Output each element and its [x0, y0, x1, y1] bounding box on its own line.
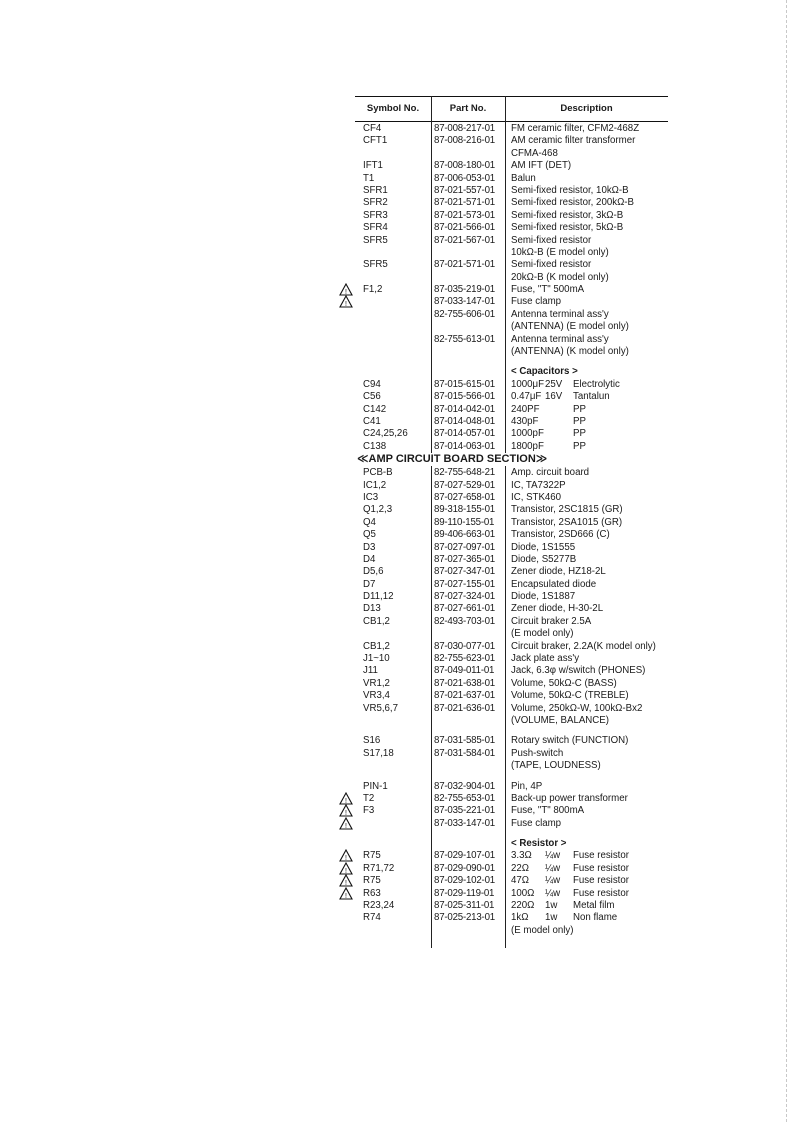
table-row	[355, 379, 668, 391]
part-number-cell: 89-318-155-01	[434, 504, 495, 516]
description-cell: (ANTENNA) (E model only)	[511, 321, 629, 333]
part-number-cell: 87-021-566-01	[434, 222, 495, 234]
part-number-cell: 87-027-529-01	[434, 479, 495, 491]
safety-warning-icon	[339, 283, 353, 296]
rating-text: ¼w	[545, 862, 561, 874]
table-row	[355, 235, 668, 247]
part-number-cell: 89-406-663-01	[434, 529, 495, 541]
description-cell: IC, TA7322P	[511, 479, 566, 491]
table-row	[355, 579, 668, 591]
symbol-cell: PCB-B	[363, 467, 393, 479]
row-spacer	[355, 358, 668, 366]
part-number-cell: 87-025-213-01	[434, 912, 495, 924]
symbol-cell: C41	[363, 415, 381, 427]
safety-warning-icon	[339, 295, 353, 308]
part-number-cell: 87-021-638-01	[434, 677, 495, 689]
part-number-cell: 87-029-119-01	[434, 887, 495, 899]
value-text: 0.47μF	[511, 391, 542, 403]
description-cell: Diode, 1S1887	[511, 591, 576, 603]
part-number-cell: 87-032-904-01	[434, 780, 495, 792]
scan-edge	[786, 0, 787, 1122]
part-number-cell: 87-021-573-01	[434, 209, 495, 221]
table-row	[355, 641, 668, 653]
description-cell: Back-up power transformer	[511, 792, 628, 804]
value-text: 1000pF	[511, 428, 544, 440]
symbol-cell: PIN-1	[363, 780, 388, 792]
description-cell: Push-switch	[511, 747, 564, 759]
part-number-cell: 87-014-057-01	[434, 428, 495, 440]
svg-text:!: !	[345, 810, 347, 818]
safety-warning-icon	[339, 862, 353, 875]
description-cell: Semi-fixed resistor	[511, 259, 592, 271]
description-cell: Circuit braker, 2.2A(K model only)	[511, 640, 656, 652]
description-cell: Semi-fixed resistor	[511, 234, 592, 246]
table-row	[355, 416, 668, 428]
part-number-cell: 87-029-090-01	[434, 862, 495, 874]
svg-text:!: !	[345, 822, 347, 830]
description-cell: (E model only)	[511, 924, 574, 936]
table-row	[355, 272, 668, 284]
symbol-cell: CB1,2	[363, 640, 390, 652]
svg-text:!: !	[345, 797, 347, 805]
description-cell: Fuse, "T" 500mA	[511, 284, 585, 296]
symbol-cell: T2	[363, 792, 375, 804]
svg-text:!: !	[345, 892, 347, 900]
part-number-cell: 87-029-102-01	[434, 875, 495, 887]
table-row	[355, 123, 668, 135]
description-cell: Jack plate ass'y	[511, 653, 580, 665]
part-number-cell: 87-014-048-01	[434, 415, 495, 427]
description-cell	[511, 441, 669, 453]
parts-table	[345, 96, 668, 936]
table-row	[355, 259, 668, 271]
type-text: Fuse resistor	[573, 887, 629, 899]
part-number-cell: 87-015-615-01	[434, 378, 495, 390]
description-cell: Volume, 50kΩ-C (TREBLE)	[511, 690, 629, 702]
table-row	[355, 428, 668, 440]
table-row	[355, 346, 668, 358]
description-cell: Rotary switch (FUNCTION)	[511, 735, 629, 747]
description-cell: Transistor, 2SC1815 (GR)	[511, 504, 623, 516]
part-number-cell: 87-027-658-01	[434, 491, 495, 503]
table-row	[345, 817, 668, 830]
value-text: 1800pF	[511, 440, 544, 452]
part-number-cell: 87-014-063-01	[434, 440, 495, 452]
part-number-cell: 87-035-221-01	[434, 805, 495, 817]
rating-text: 1w	[545, 900, 558, 912]
table-row	[345, 792, 668, 805]
rating-text: ¼w	[545, 875, 561, 887]
part-number-cell: 87-014-042-01	[434, 403, 495, 415]
rating-text: 25V	[545, 378, 563, 390]
description-cell: CFMA-468	[511, 147, 558, 159]
section-heading-row	[355, 453, 668, 467]
symbol-cell: SFR4	[363, 222, 388, 234]
header-rule	[355, 121, 668, 122]
symbol-cell: D5,6	[363, 566, 384, 578]
value-text: 47Ω	[511, 875, 530, 887]
header-description: Description	[560, 103, 613, 114]
table-row	[355, 678, 668, 690]
rating-text: 1w	[545, 912, 558, 924]
part-number-cell: 82-755-613-01	[434, 333, 495, 345]
table-row	[355, 404, 668, 416]
part-number-cell: 87-049-011-01	[434, 665, 495, 677]
symbol-cell: C142	[363, 403, 387, 415]
row-spacer	[355, 727, 668, 735]
safety-warning-icon	[339, 874, 353, 887]
table-row	[355, 334, 668, 346]
safety-warning-icon	[339, 887, 353, 900]
table-row	[355, 566, 668, 578]
description-cell: Fuse, "T" 800mA	[511, 805, 585, 817]
table-row	[355, 760, 668, 772]
table-row	[355, 529, 668, 541]
symbol-cell: F3	[363, 805, 375, 817]
symbol-cell: S17,18	[363, 747, 394, 759]
description-cell: FM ceramic filter, CFM2-468Z	[511, 123, 640, 134]
value-text: 3.3Ω	[511, 850, 532, 862]
symbol-cell: SFR3	[363, 209, 388, 221]
safety-warning-icon	[339, 804, 353, 817]
description-cell: Diode, S5277B	[511, 553, 577, 565]
symbol-cell: SFR2	[363, 197, 388, 209]
symbol-cell: VR5,6,7	[363, 702, 399, 714]
table-row	[355, 247, 668, 259]
part-number-cell: 87-015-566-01	[434, 391, 495, 403]
value-text: 240PF	[511, 403, 540, 415]
description-cell: Semi-fixed resistor, 3kΩ-B	[511, 209, 624, 221]
table-row	[355, 591, 668, 603]
description-cell: Zener diode, H-30-2L	[511, 603, 604, 615]
table-row	[355, 492, 668, 504]
table-row	[355, 222, 668, 234]
part-number-cell: 87-021-571-01	[434, 259, 495, 271]
symbol-cell: R74	[363, 912, 381, 924]
value-text: 22Ω	[511, 862, 530, 874]
table-row	[355, 748, 668, 760]
part-number-cell: 82-755-648-21	[434, 467, 495, 479]
symbol-cell: R63	[363, 887, 381, 899]
description-cell: Semi-fixed resistor, 10kΩ-B	[511, 184, 629, 196]
description-cell	[511, 428, 669, 440]
symbol-cell: S16	[363, 735, 381, 747]
description-cell	[511, 416, 669, 428]
table-row	[355, 735, 668, 747]
symbol-cell: SFR5	[363, 259, 388, 271]
part-number-cell: 87-031-584-01	[434, 747, 495, 759]
row-spacer	[355, 830, 668, 838]
svg-text:!: !	[345, 855, 347, 863]
table-row	[355, 517, 668, 529]
symbol-cell: D3	[363, 541, 376, 553]
table-row	[355, 504, 668, 516]
symbol-cell: T1	[363, 172, 375, 184]
description-cell	[511, 391, 669, 403]
description-cell	[511, 379, 669, 391]
description-cell: Zener diode, HZ18-2L	[511, 566, 606, 578]
rating-text: 16V	[545, 391, 563, 403]
part-number-cell: 87-031-585-01	[434, 735, 495, 747]
description-cell: Diode, 1S1555	[511, 541, 576, 553]
symbol-cell: R75	[363, 850, 381, 862]
symbol-cell: R75	[363, 875, 381, 887]
description-cell: AM IFT (DET)	[511, 160, 572, 172]
description-cell: (E model only)	[511, 628, 574, 640]
subheading-row	[355, 838, 668, 850]
table-row	[345, 887, 668, 900]
description-cell	[511, 850, 669, 862]
safety-warning-icon	[339, 817, 353, 830]
value-text: 1kΩ	[511, 912, 529, 924]
symbol-cell: SFR1	[363, 184, 388, 196]
part-number-cell: 82-755-653-01	[434, 792, 495, 804]
value-text: 1000μF	[511, 378, 545, 390]
part-number-cell: 87-027-155-01	[434, 578, 495, 590]
table-row	[345, 805, 668, 818]
part-number-cell: 82-493-703-01	[434, 615, 495, 627]
safety-warning-icon	[339, 792, 353, 805]
part-number-cell: 87-027-365-01	[434, 553, 495, 565]
description-cell: Semi-fixed resistor, 5kΩ-B	[511, 222, 624, 234]
description-cell: (ANTENNA) (K model only)	[511, 346, 629, 358]
type-text: PP	[573, 403, 586, 415]
symbol-cell: Q1,2,3	[363, 504, 393, 516]
description-cell: Transistor, 2SD666 (C)	[511, 529, 610, 541]
description-cell: Circuit braker 2.5A	[511, 615, 592, 627]
part-number-cell: 87-025-311-01	[434, 900, 495, 912]
table-row	[355, 603, 668, 615]
part-number-cell: 87-021-637-01	[434, 690, 495, 702]
table-body	[345, 123, 668, 937]
part-number-cell: 82-755-623-01	[434, 653, 495, 665]
part-number-cell: 87-021-557-01	[434, 184, 495, 196]
description-cell: Antenna terminal ass'y	[511, 333, 609, 345]
table-row	[355, 703, 668, 715]
description-cell: Jack, 6.3φ w/switch (PHONES)	[511, 665, 646, 677]
description-cell: 20kΩ-B (K model only)	[511, 271, 609, 283]
description-cell: Fuse clamp	[511, 296, 562, 308]
part-number-cell: 87-021-571-01	[434, 197, 495, 209]
part-number-cell: 87-030-077-01	[434, 640, 495, 652]
table-row	[355, 715, 668, 727]
part-number-cell: 87-027-097-01	[434, 541, 495, 553]
description-cell: Balun	[511, 172, 536, 184]
value-text: 100Ω	[511, 887, 535, 899]
symbol-cell: R71,72	[363, 862, 395, 874]
symbol-cell: CB1,2	[363, 615, 390, 627]
description-cell	[511, 404, 669, 416]
row-spacer	[355, 773, 668, 781]
part-number-cell: 82-755-606-01	[434, 308, 495, 320]
symbol-cell: C138	[363, 440, 387, 452]
symbol-cell: R23,24	[363, 900, 395, 912]
table-row	[345, 850, 668, 863]
symbol-cell: C94	[363, 378, 381, 390]
symbol-cell: VR1,2	[363, 677, 390, 689]
table-row	[355, 391, 668, 403]
subheading-row	[355, 366, 668, 378]
description-cell: Amp. circuit board	[511, 467, 590, 479]
symbol-cell: IFT1	[363, 160, 383, 172]
table-row	[355, 900, 668, 912]
header-part: Part No.	[449, 103, 487, 114]
symbol-cell: J11	[363, 665, 378, 677]
table-row	[355, 912, 668, 924]
table-row	[355, 441, 668, 453]
symbol-cell: CFT1	[363, 135, 388, 147]
table-row	[355, 781, 668, 793]
part-number-cell: 87-008-217-01	[434, 123, 495, 134]
symbol-cell: C56	[363, 391, 381, 403]
part-number-cell: 87-008-180-01	[434, 160, 495, 172]
description-cell: IC, STK460	[511, 491, 562, 503]
description-cell: (TAPE, LOUDNESS)	[511, 760, 601, 772]
description-cell: Volume, 250kΩ-W, 100kΩ-Bx2	[511, 702, 643, 714]
table-row	[345, 875, 668, 888]
type-text: Fuse resistor	[573, 862, 629, 874]
symbol-cell: Q4	[363, 516, 376, 528]
table-row	[355, 554, 668, 566]
description-cell: Antenna terminal ass'y	[511, 308, 609, 320]
table-row	[345, 296, 668, 309]
symbol-cell: IC1,2	[363, 479, 387, 491]
description-cell: Fuse clamp	[511, 817, 562, 829]
table-row	[355, 925, 668, 937]
rating-text: ¼w	[545, 850, 561, 862]
type-text: Metal film	[573, 900, 615, 912]
header-symbol: Symbol No.	[366, 103, 420, 114]
type-text: PP	[573, 440, 586, 452]
table-row	[355, 542, 668, 554]
description-cell: (VOLUME, BALANCE)	[511, 714, 609, 726]
rating-text: ¼w	[545, 887, 561, 899]
table-row	[355, 690, 668, 702]
description-cell: Pin, 4P	[511, 780, 543, 792]
table-row	[345, 862, 668, 875]
type-text: Electrolytic	[573, 378, 620, 390]
table-row	[355, 467, 668, 479]
type-text: Fuse resistor	[573, 850, 629, 862]
table-row	[355, 210, 668, 222]
description-cell: 10kΩ-B (E model only)	[511, 246, 609, 258]
table-row	[355, 653, 668, 665]
table-row	[355, 616, 668, 628]
table-row	[355, 321, 668, 333]
safety-warning-icon	[339, 849, 353, 862]
table-row	[355, 185, 668, 197]
svg-text:!: !	[345, 880, 347, 888]
symbol-cell: C24,25,26	[363, 428, 408, 440]
part-number-cell: 87-029-107-01	[434, 850, 495, 862]
part-number-cell: 87-021-567-01	[434, 234, 495, 246]
description-cell	[511, 900, 669, 912]
part-number-cell: 87-027-324-01	[434, 591, 495, 603]
section-heading: ≪AMP CIRCUIT BOARD SECTION≫	[357, 453, 548, 466]
table-row	[355, 665, 668, 677]
subheading: < Capacitors >	[511, 366, 578, 378]
type-text: Tantalun	[573, 391, 610, 403]
description-cell	[511, 888, 669, 900]
part-number-cell: 87-021-636-01	[434, 702, 495, 714]
description-cell: Semi-fixed resistor, 200kΩ-B	[511, 197, 634, 209]
svg-text:!: !	[345, 867, 347, 875]
description-cell: Encapsulated diode	[511, 578, 597, 590]
table-row	[355, 628, 668, 640]
symbol-cell: SFR5	[363, 234, 388, 246]
symbol-cell: F1,2	[363, 284, 383, 296]
part-number-cell: 87-027-661-01	[434, 603, 495, 615]
description-cell	[511, 875, 669, 887]
description-cell: Volume, 50kΩ-C (BASS)	[511, 677, 617, 689]
svg-text:!: !	[345, 289, 347, 297]
symbol-cell: Q5	[363, 529, 376, 541]
symbol-cell: D13	[363, 603, 381, 615]
type-text: PP	[573, 428, 586, 440]
table-row	[355, 173, 668, 185]
symbol-cell: D4	[363, 553, 376, 565]
table-row	[355, 135, 668, 147]
description-cell: AM ceramic filter transformer	[511, 135, 636, 147]
table-row	[355, 160, 668, 172]
table-row	[355, 309, 668, 321]
symbol-cell: J1~10	[363, 653, 390, 665]
symbol-cell: IC3	[363, 491, 379, 503]
part-number-cell: 89-110-155-01	[434, 516, 495, 528]
symbol-cell: CF4	[363, 123, 382, 134]
table-row	[345, 284, 668, 297]
table-row	[355, 148, 668, 160]
value-text: 430pF	[511, 415, 539, 427]
part-number-cell: 87-006-053-01	[434, 172, 495, 184]
symbol-cell: D7	[363, 578, 376, 590]
description-cell	[511, 863, 669, 875]
table-row	[355, 197, 668, 209]
description-cell: Transistor, 2SA1015 (GR)	[511, 516, 623, 528]
part-number-cell: 87-027-347-01	[434, 566, 495, 578]
svg-text:!: !	[345, 301, 347, 309]
description-cell	[511, 912, 669, 924]
subheading: < Resistor >	[511, 838, 567, 850]
table-row	[355, 480, 668, 492]
part-number-cell: 87-033-147-01	[434, 296, 495, 308]
type-text: Non flame	[573, 912, 618, 924]
part-number-cell: 87-035-219-01	[434, 284, 495, 296]
symbol-cell: VR3,4	[363, 690, 390, 702]
value-text: 220Ω	[511, 900, 535, 912]
type-text: PP	[573, 415, 586, 427]
symbol-cell: D11,12	[363, 591, 394, 603]
part-number-cell: 87-008-216-01	[434, 135, 495, 147]
type-text: Fuse resistor	[573, 875, 629, 887]
part-number-cell: 87-033-147-01	[434, 817, 495, 829]
